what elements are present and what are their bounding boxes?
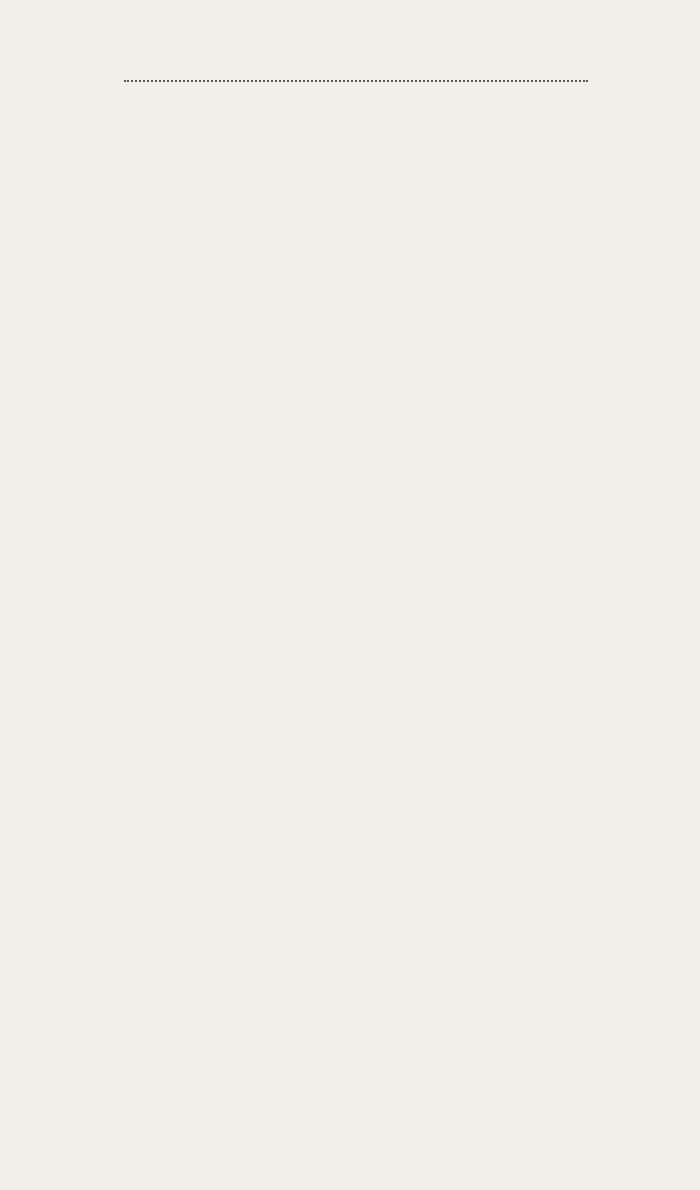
toc-entry-105-continued	[18, 84, 628, 111]
table-of-contents	[18, 57, 628, 111]
dot-leader	[124, 80, 588, 82]
